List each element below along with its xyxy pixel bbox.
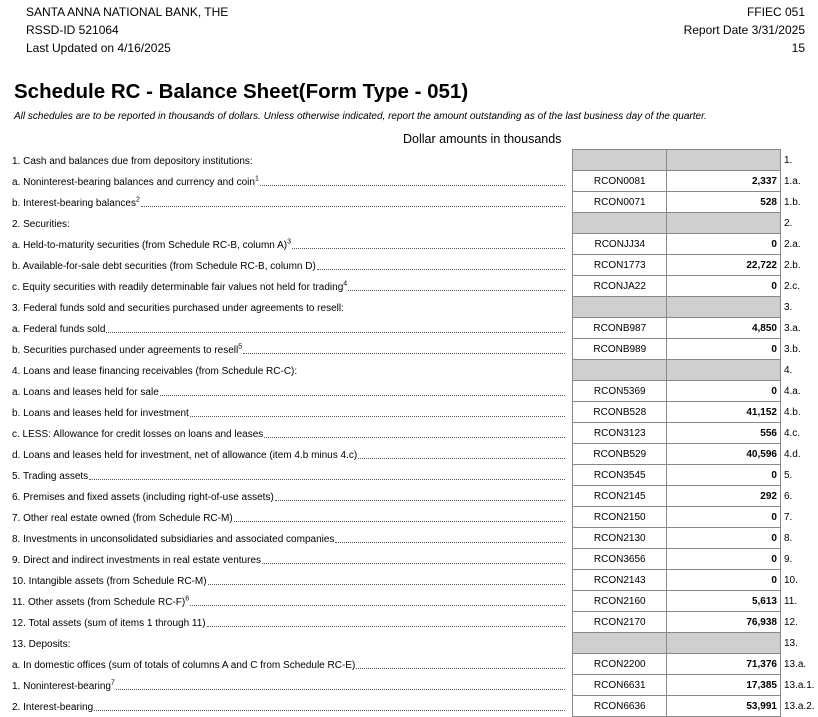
row-label-cell: [12, 402, 571, 423]
table-row: [12, 150, 818, 171]
mdrm-code-cell: RCON2145: [573, 486, 667, 507]
table-row: [12, 234, 818, 255]
footnote-marker: 6: [185, 595, 190, 603]
amount-cell: 4,850: [667, 318, 781, 339]
bank-name: SANTA ANNA NATIONAL BANK, THE: [26, 5, 229, 19]
item-reference: 4.c.: [783, 427, 801, 439]
item-reference: 7.: [783, 511, 793, 523]
table-row: [12, 192, 818, 213]
item-reference: 2.b.: [783, 259, 801, 271]
amount-cell: [667, 150, 781, 171]
row-label-cell: [12, 171, 571, 192]
row-label-cell: [12, 675, 571, 696]
header-left: [26, 3, 228, 57]
row-label-cell: [12, 654, 571, 675]
footnote-marker: 3: [287, 238, 291, 246]
amount-cell: 40,596: [667, 444, 781, 465]
row-label: a. In domestic offices (sum of totals of columns A and C from Schedule RC-E): [12, 660, 356, 671]
leader-dots: [116, 689, 566, 690]
leader-dots: [190, 605, 565, 606]
table-row: [12, 486, 818, 507]
amount-cell: 0: [667, 528, 781, 549]
table-row: [12, 381, 818, 402]
table-row: [12, 570, 818, 591]
mdrm-code-cell: RCON2143: [573, 570, 667, 591]
table-row: [12, 591, 818, 612]
amount-cell: 0: [667, 570, 781, 591]
row-label: c. LESS: Allowance for credit losses on loans and leases: [12, 429, 264, 440]
item-reference: 10.: [783, 574, 798, 586]
table-row: [12, 339, 818, 360]
leader-dots: [207, 626, 566, 627]
balance-sheet-table: [12, 149, 818, 717]
report-date: Report Date 3/31/2025: [683, 23, 805, 37]
mdrm-code-cell: [573, 213, 667, 234]
table-row: [12, 171, 818, 192]
item-reference: 3.: [783, 301, 793, 313]
item-reference: 3.b.: [783, 343, 801, 355]
table-row: [12, 507, 818, 528]
row-label-cell: [12, 381, 571, 402]
mdrm-code-cell: RCON3123: [573, 423, 667, 444]
table-row: [12, 549, 818, 570]
row-label-cell: [12, 444, 571, 465]
item-reference: 4.b.: [783, 406, 801, 418]
row-label-cell: [12, 486, 571, 507]
leader-dots: [275, 500, 566, 501]
item-reference: 1.b.: [783, 196, 801, 208]
item-reference: 4.a.: [783, 385, 801, 397]
mdrm-code-cell: RCON2170: [573, 612, 667, 633]
row-label-cell: [12, 612, 571, 633]
leader-dots: [160, 395, 566, 396]
footnote-marker: 4: [343, 280, 348, 288]
table-row: [12, 675, 818, 696]
footnote-marker: 2: [135, 196, 140, 204]
item-reference: 9.: [783, 553, 793, 565]
amount-cell: 53,991: [667, 696, 781, 717]
mdrm-code-cell: RCON6631: [573, 675, 667, 696]
mdrm-code-cell: RCONJA22: [573, 276, 667, 297]
item-reference: 1.a.: [783, 175, 801, 187]
row-label: 2. Interest-bearing: [12, 702, 94, 713]
table-row: [12, 297, 818, 318]
amount-cell: 76,938: [667, 612, 781, 633]
table-row: [12, 318, 818, 339]
table-row: [12, 255, 818, 276]
row-label-cell: [12, 213, 571, 234]
amount-cell: 0: [667, 507, 781, 528]
amount-cell: 292: [667, 486, 781, 507]
row-label: 10. Intangible assets (from Schedule RC-M): [12, 576, 207, 587]
row-label-cell: [12, 570, 571, 591]
row-label-cell: [12, 276, 571, 297]
amount-cell: [667, 633, 781, 654]
item-reference: 2.c.: [783, 280, 801, 292]
row-label-cell: [12, 318, 571, 339]
amounts-header: Dollar amounts in thousands: [403, 132, 562, 146]
amount-cell: 5,613: [667, 591, 781, 612]
row-label-cell: [12, 528, 571, 549]
row-label: 12. Total assets (sum of items 1 through 11): [12, 618, 206, 629]
row-label: b. Interest-bearing balances$^2$: [12, 196, 140, 209]
mdrm-code-cell: RCONB989: [573, 339, 667, 360]
leader-dots: [106, 332, 565, 333]
table-row: [12, 444, 818, 465]
mdrm-code-cell: RCON2160: [573, 591, 667, 612]
amount-cell: 41,152: [667, 402, 781, 423]
item-reference: 3.a.: [783, 322, 801, 334]
leader-dots: [208, 584, 566, 585]
leader-dots: [243, 353, 565, 354]
table-row: [12, 423, 818, 444]
mdrm-code-cell: RCONB528: [573, 402, 667, 423]
item-reference: 5.: [783, 469, 793, 481]
amount-cell: 0: [667, 276, 781, 297]
amount-cell: 0: [667, 339, 781, 360]
footnote-marker: 7: [110, 679, 115, 687]
leader-dots: [262, 563, 565, 564]
amount-cell: 22,722: [667, 255, 781, 276]
amount-cell: 0: [667, 234, 781, 255]
footnote-marker: 1: [254, 175, 259, 183]
table-row: [12, 654, 818, 675]
last-updated: Last Updated on 4/16/2025: [26, 41, 171, 55]
item-reference: 2.: [783, 217, 793, 229]
mdrm-code-cell: RCON1773: [573, 255, 667, 276]
mdrm-code-cell: RCON0081: [573, 171, 667, 192]
leader-dots: [356, 668, 565, 669]
mdrm-code-cell: RCONB529: [573, 444, 667, 465]
table-row: [12, 633, 818, 654]
mdrm-code-cell: RCON2130: [573, 528, 667, 549]
row-label: a. Held-to-maturity securities (from Schedule RC-B, column A)$^3$: [12, 238, 291, 251]
row-label: 9. Direct and indirect investments in real estate ventures: [12, 555, 262, 566]
table-row: [12, 528, 818, 549]
row-label-cell: [12, 150, 571, 171]
item-reference: 1.: [783, 154, 793, 166]
footnote-marker: 5: [238, 343, 243, 351]
row-label-cell: [12, 297, 571, 318]
mdrm-code-cell: RCON2200: [573, 654, 667, 675]
row-label-cell: [12, 339, 571, 360]
leader-dots: [94, 710, 565, 711]
row-label-cell: [12, 507, 571, 528]
item-reference: 11.: [783, 595, 798, 607]
row-label: d. Loans and leases held for investment, net of allowance (item 4.b minus 4.c): [12, 450, 358, 461]
mdrm-code-cell: RCONJJ34: [573, 234, 667, 255]
mdrm-code-cell: [573, 297, 667, 318]
amount-cell: 17,385: [667, 675, 781, 696]
form-type: FFIEC 051: [746, 5, 805, 19]
amount-cell: 0: [667, 465, 781, 486]
mdrm-code-cell: [573, 360, 667, 381]
amount-cell: 0: [667, 381, 781, 402]
leader-dots: [348, 290, 565, 291]
row-label: 1. Noninterest-bearing$^7$: [12, 679, 115, 692]
item-reference: 2.a.: [783, 238, 801, 250]
row-label: c. Equity securities with readily determinable fair values not held for trading$^4$: [12, 280, 348, 293]
row-label-cell: [12, 360, 571, 381]
row-label: 13. Deposits:: [12, 639, 71, 650]
amount-cell: 0: [667, 549, 781, 570]
table-row: [12, 360, 818, 381]
amount-cell: 71,376: [667, 654, 781, 675]
row-label-cell: [12, 423, 571, 444]
amount-cell: [667, 360, 781, 381]
mdrm-code-cell: RCON3656: [573, 549, 667, 570]
leader-dots: [335, 542, 565, 543]
rssd-id: RSSD-ID 521064: [26, 23, 119, 37]
leader-dots: [190, 416, 566, 417]
table-row: [12, 465, 818, 486]
item-reference: 4.: [783, 364, 793, 376]
mdrm-code-cell: RCON0071: [573, 192, 667, 213]
item-reference: 13.a.1.: [783, 679, 815, 691]
row-label-cell: [12, 192, 571, 213]
row-label: 4. Loans and lease financing receivables (from Schedule RC-C):: [12, 366, 298, 377]
amount-cell: 556: [667, 423, 781, 444]
item-reference: 6.: [783, 490, 793, 502]
row-label-cell: [12, 255, 571, 276]
row-label: 2. Securities:: [12, 219, 70, 230]
row-label: a. Noninterest-bearing balances and currency and coin$^1$: [12, 175, 259, 188]
row-label: a. Federal funds sold: [12, 324, 106, 335]
item-reference: 8.: [783, 532, 793, 544]
amount-cell: [667, 297, 781, 318]
table-row: [12, 612, 818, 633]
row-label: b. Securities purchased under agreements to resell$^5$: [12, 343, 243, 356]
leader-dots: [260, 185, 566, 186]
table-row: [12, 402, 818, 423]
leader-dots: [89, 479, 565, 480]
header-right: [684, 3, 805, 57]
item-reference: 13.a.2.: [783, 700, 815, 712]
row-label: 11. Other assets (from Schedule RC-F)$^6$: [12, 595, 190, 608]
item-reference: 13.a.: [783, 658, 807, 670]
row-label-cell: [12, 549, 571, 570]
mdrm-code-cell: RCON3545: [573, 465, 667, 486]
row-label-cell: [12, 696, 571, 717]
leader-dots: [358, 458, 565, 459]
amount-cell: [667, 213, 781, 234]
mdrm-code-cell: RCON6636: [573, 696, 667, 717]
page-number: 15: [791, 41, 805, 55]
leader-dots: [234, 521, 566, 522]
row-label: a. Loans and leases held for sale: [12, 387, 159, 398]
row-label-cell: [12, 465, 571, 486]
table-row: [12, 213, 818, 234]
amount-cell: 2,337: [667, 171, 781, 192]
item-reference: 4.d.: [783, 448, 801, 460]
row-label: b. Available-for-sale debt securities (from Schedule RC-B, column D): [12, 261, 316, 272]
row-label: 3. Federal funds sold and securities purchased under agreements to resell:: [12, 303, 344, 314]
table-row: [12, 696, 818, 717]
row-label: 7. Other real estate owned (from Schedule RC-M): [12, 513, 233, 524]
mdrm-code-cell: [573, 150, 667, 171]
row-label-cell: [12, 234, 571, 255]
mdrm-code-cell: [573, 633, 667, 654]
item-reference: 12.: [783, 616, 798, 628]
leader-dots: [292, 248, 565, 249]
row-label: 6. Premises and fixed assets (including right-of-use assets): [12, 492, 274, 503]
leader-dots: [141, 206, 565, 207]
table-row: [12, 276, 818, 297]
leader-dots: [317, 269, 566, 270]
row-label: b. Loans and leases held for investment: [12, 408, 189, 419]
leader-dots: [264, 437, 565, 438]
row-label-cell: [12, 591, 571, 612]
row-label: 1. Cash and balances due from depository institutions:: [12, 156, 253, 167]
row-label: 8. Investments in unconsolidated subsidiaries and associated companies: [12, 534, 335, 545]
item-reference: 13.: [783, 637, 798, 649]
row-label: 5. Trading assets: [12, 471, 89, 482]
mdrm-code-cell: RCONB987: [573, 318, 667, 339]
amount-cell: 528: [667, 192, 781, 213]
mdrm-code-cell: RCON2150: [573, 507, 667, 528]
mdrm-code-cell: RCON5369: [573, 381, 667, 402]
row-label-cell: [12, 633, 571, 654]
page-subtitle: All schedules are to be reported in thousands of dollars. Unless otherwise indicated, report the amount outstanding as of the last business day of the quarter.: [14, 111, 707, 122]
page-title: Schedule RC - Balance Sheet(Form Type - 051): [14, 80, 469, 103]
